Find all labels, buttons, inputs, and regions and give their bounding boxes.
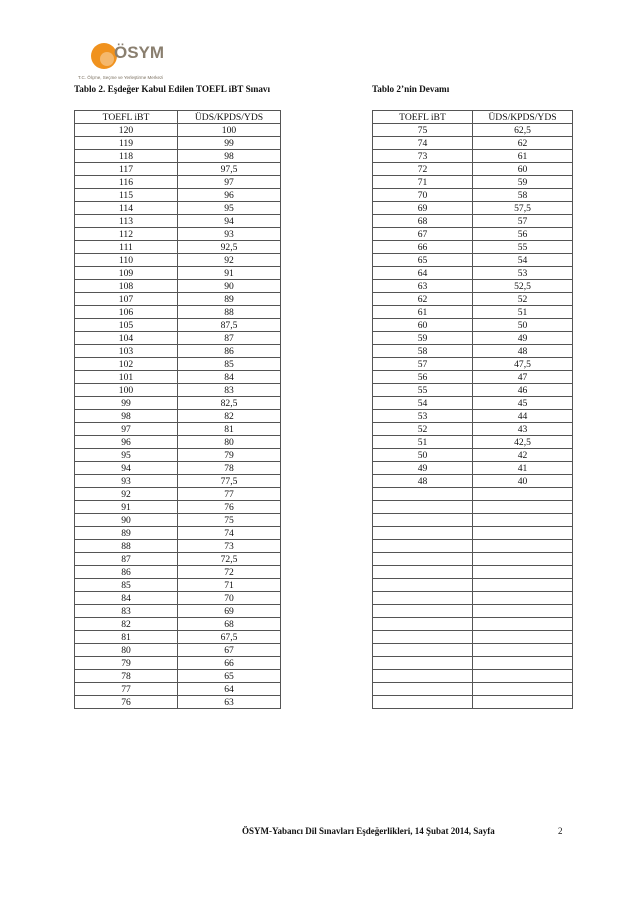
- table-row: [75, 436, 281, 449]
- uds-score-cell: [473, 514, 573, 527]
- toefl-score-cell: 115: [75, 189, 178, 202]
- toefl-score-cell: 112: [75, 228, 178, 241]
- table-row: [373, 527, 573, 540]
- toefl-score-cell: 83: [75, 605, 178, 618]
- toefl-score-cell: 61: [373, 306, 473, 319]
- uds-score-cell: 80: [178, 436, 281, 449]
- uds-score-cell: 72: [178, 566, 281, 579]
- logo-wordmark: ÖSYM: [114, 43, 165, 62]
- table-row: [75, 319, 281, 332]
- uds-score-cell: [473, 670, 573, 683]
- toefl-score-cell: 62: [373, 293, 473, 306]
- uds-score-cell: 48: [473, 345, 573, 358]
- table-row: [75, 540, 281, 553]
- toefl-score-cell: 82: [75, 618, 178, 631]
- table-row: [373, 137, 573, 150]
- toefl-score-cell: 56: [373, 371, 473, 384]
- table-row: [75, 267, 281, 280]
- toefl-score-cell: [373, 527, 473, 540]
- toefl-score-cell: [373, 540, 473, 553]
- uds-score-cell: [473, 644, 573, 657]
- toefl-score-cell: 77: [75, 683, 178, 696]
- table-row: [75, 670, 281, 683]
- uds-score-cell: 77: [178, 488, 281, 501]
- uds-score-cell: [473, 657, 573, 670]
- toefl-score-cell: 110: [75, 254, 178, 267]
- uds-score-cell: 64: [178, 683, 281, 696]
- toefl-score-cell: 93: [75, 475, 178, 488]
- uds-score-cell: 62: [473, 137, 573, 150]
- table-row: [373, 358, 573, 371]
- toefl-score-cell: [373, 605, 473, 618]
- table-row: [75, 241, 281, 254]
- toefl-score-cell: 60: [373, 319, 473, 332]
- table-row: [75, 527, 281, 540]
- toefl-score-cell: 55: [373, 384, 473, 397]
- uds-score-cell: 69: [178, 605, 281, 618]
- toefl-score-cell: [373, 579, 473, 592]
- uds-score-cell: 47,5: [473, 358, 573, 371]
- table-row: [373, 605, 573, 618]
- table-row: [75, 605, 281, 618]
- uds-score-cell: 82: [178, 410, 281, 423]
- logo-tagline: T.C. Ölçme, Seçme ve Yerleştirme Merkezi: [78, 75, 164, 80]
- uds-score-cell: 66: [178, 657, 281, 670]
- table-row: [75, 371, 281, 384]
- uds-score-cell: [473, 488, 573, 501]
- toefl-score-cell: 64: [373, 267, 473, 280]
- toefl-score-cell: 90: [75, 514, 178, 527]
- table-row: [373, 176, 573, 189]
- table-row: [75, 280, 281, 293]
- uds-score-cell: 42: [473, 449, 573, 462]
- uds-score-cell: 83: [178, 384, 281, 397]
- uds-score-cell: [473, 527, 573, 540]
- toefl-score-cell: 103: [75, 345, 178, 358]
- table-row: [75, 410, 281, 423]
- toefl-score-cell: [373, 696, 473, 709]
- table-row: [75, 306, 281, 319]
- page-footer: ÖSYM-Yabancı Dil Sınavları Eşdeğerlikleri, 14 Şubat 2014, Sayfa: [242, 826, 495, 836]
- toefl-score-cell: 91: [75, 501, 178, 514]
- table-row: [75, 475, 281, 488]
- toefl-score-cell: [373, 618, 473, 631]
- uds-score-cell: 60: [473, 163, 573, 176]
- uds-score-cell: 92,5: [178, 241, 281, 254]
- toefl-score-cell: 63: [373, 280, 473, 293]
- toefl-score-cell: [373, 670, 473, 683]
- uds-score-cell: 70: [178, 592, 281, 605]
- table-row: [75, 228, 281, 241]
- uds-score-cell: [473, 683, 573, 696]
- table-row: [373, 501, 573, 514]
- uds-score-cell: 52,5: [473, 280, 573, 293]
- toefl-score-cell: 92: [75, 488, 178, 501]
- uds-score-cell: 73: [178, 540, 281, 553]
- uds-score-cell: [473, 540, 573, 553]
- uds-score-cell: 57: [473, 215, 573, 228]
- uds-score-cell: 59: [473, 176, 573, 189]
- table-row: [373, 150, 573, 163]
- table-row: [373, 215, 573, 228]
- uds-score-cell: 67,5: [178, 631, 281, 644]
- toefl-score-cell: 76: [75, 696, 178, 709]
- uds-score-cell: 97,5: [178, 163, 281, 176]
- uds-score-cell: 95: [178, 202, 281, 215]
- toefl-score-cell: 97: [75, 423, 178, 436]
- uds-score-cell: 68: [178, 618, 281, 631]
- table-row: [75, 462, 281, 475]
- table-row: [373, 410, 573, 423]
- toefl-score-cell: [373, 657, 473, 670]
- table-row: [75, 176, 281, 189]
- uds-score-cell: 52: [473, 293, 573, 306]
- toefl-score-cell: [373, 644, 473, 657]
- uds-score-cell: [473, 605, 573, 618]
- uds-score-cell: 53: [473, 267, 573, 280]
- table-row: [75, 124, 281, 137]
- uds-score-cell: 62,5: [473, 124, 573, 137]
- table-row: [75, 488, 281, 501]
- uds-score-cell: 94: [178, 215, 281, 228]
- toefl-score-cell: [373, 631, 473, 644]
- column-header-uds: ÜDS/KPDS/YDS: [473, 111, 573, 124]
- toefl-score-cell: 75: [373, 124, 473, 137]
- uds-score-cell: 91: [178, 267, 281, 280]
- table-row: [373, 449, 573, 462]
- toefl-score-cell: 111: [75, 241, 178, 254]
- table-row: [373, 631, 573, 644]
- uds-score-cell: [473, 618, 573, 631]
- table-row: [373, 670, 573, 683]
- uds-score-cell: 49: [473, 332, 573, 345]
- toefl-score-cell: 58: [373, 345, 473, 358]
- uds-score-cell: 92: [178, 254, 281, 267]
- table-row: [373, 423, 573, 436]
- table-row: [75, 293, 281, 306]
- toefl-score-cell: 68: [373, 215, 473, 228]
- uds-score-cell: 65: [178, 670, 281, 683]
- table-row: [373, 696, 573, 709]
- uds-score-cell: 89: [178, 293, 281, 306]
- table-row: [75, 644, 281, 657]
- table-row: [373, 228, 573, 241]
- table-row: [373, 618, 573, 631]
- table-row: [373, 657, 573, 670]
- uds-score-cell: [473, 566, 573, 579]
- toefl-score-cell: 87: [75, 553, 178, 566]
- uds-score-cell: 99: [178, 137, 281, 150]
- uds-score-cell: 96: [178, 189, 281, 202]
- uds-score-cell: 45: [473, 397, 573, 410]
- toefl-score-cell: 105: [75, 319, 178, 332]
- toefl-score-cell: 108: [75, 280, 178, 293]
- uds-score-cell: 75: [178, 514, 281, 527]
- uds-score-cell: 67: [178, 644, 281, 657]
- table-row: [373, 553, 573, 566]
- uds-score-cell: 63: [178, 696, 281, 709]
- uds-score-cell: 87,5: [178, 319, 281, 332]
- uds-score-cell: 81: [178, 423, 281, 436]
- toefl-score-cell: 81: [75, 631, 178, 644]
- toefl-score-cell: 74: [373, 137, 473, 150]
- left-conversion-table: [74, 110, 281, 709]
- toefl-score-cell: [373, 566, 473, 579]
- uds-score-cell: 88: [178, 306, 281, 319]
- uds-score-cell: 56: [473, 228, 573, 241]
- toefl-score-cell: 113: [75, 215, 178, 228]
- uds-score-cell: 87: [178, 332, 281, 345]
- column-header-uds: ÜDS/KPDS/YDS: [178, 111, 281, 124]
- toefl-score-cell: 73: [373, 150, 473, 163]
- toefl-score-cell: 72: [373, 163, 473, 176]
- table-row: [373, 488, 573, 501]
- toefl-score-cell: 49: [373, 462, 473, 475]
- table-row: [75, 397, 281, 410]
- toefl-score-cell: 52: [373, 423, 473, 436]
- toefl-score-cell: 85: [75, 579, 178, 592]
- table-row: [373, 124, 573, 137]
- table-row: [373, 683, 573, 696]
- left-table-caption: Tablo 2. Eşdeğer Kabul Edilen TOEFL iBT Sınavı: [74, 84, 271, 94]
- uds-score-cell: 71: [178, 579, 281, 592]
- toefl-score-cell: 95: [75, 449, 178, 462]
- uds-score-cell: 78: [178, 462, 281, 475]
- toefl-score-cell: 79: [75, 657, 178, 670]
- toefl-score-cell: 84: [75, 592, 178, 605]
- uds-score-cell: 72,5: [178, 553, 281, 566]
- uds-score-cell: 57,5: [473, 202, 573, 215]
- uds-score-cell: [473, 501, 573, 514]
- table-row: [373, 475, 573, 488]
- table-row: [373, 514, 573, 527]
- uds-score-cell: 77,5: [178, 475, 281, 488]
- uds-score-cell: 40: [473, 475, 573, 488]
- logo-orange-circle-inner: [100, 52, 114, 66]
- table-row: [373, 254, 573, 267]
- toefl-score-cell: 118: [75, 150, 178, 163]
- uds-score-cell: [473, 631, 573, 644]
- uds-score-cell: 79: [178, 449, 281, 462]
- table-row: [373, 579, 573, 592]
- toefl-score-cell: 86: [75, 566, 178, 579]
- toefl-score-cell: 102: [75, 358, 178, 371]
- table-row: [373, 267, 573, 280]
- toefl-score-cell: 104: [75, 332, 178, 345]
- uds-score-cell: 74: [178, 527, 281, 540]
- table-row: [75, 423, 281, 436]
- toefl-score-cell: 70: [373, 189, 473, 202]
- table-row: [75, 332, 281, 345]
- toefl-score-cell: 94: [75, 462, 178, 475]
- toefl-score-cell: 53: [373, 410, 473, 423]
- toefl-score-cell: [373, 553, 473, 566]
- table-row: [75, 163, 281, 176]
- table-row: [75, 254, 281, 267]
- table-row: [75, 657, 281, 670]
- uds-score-cell: 97: [178, 176, 281, 189]
- table-row: [75, 514, 281, 527]
- table-row: [75, 202, 281, 215]
- table-row: [75, 683, 281, 696]
- uds-score-cell: [473, 579, 573, 592]
- uds-score-cell: [473, 696, 573, 709]
- uds-score-cell: 82,5: [178, 397, 281, 410]
- toefl-score-cell: 109: [75, 267, 178, 280]
- toefl-score-cell: 117: [75, 163, 178, 176]
- table-row: [373, 293, 573, 306]
- toefl-score-cell: 54: [373, 397, 473, 410]
- uds-score-cell: 86: [178, 345, 281, 358]
- uds-score-cell: 46: [473, 384, 573, 397]
- toefl-score-cell: 114: [75, 202, 178, 215]
- toefl-score-cell: 107: [75, 293, 178, 306]
- toefl-score-cell: [373, 514, 473, 527]
- uds-score-cell: 76: [178, 501, 281, 514]
- toefl-score-cell: 101: [75, 371, 178, 384]
- table-row: [75, 618, 281, 631]
- uds-score-cell: [473, 553, 573, 566]
- table-row: [75, 631, 281, 644]
- table-row: [373, 202, 573, 215]
- toefl-score-cell: 88: [75, 540, 178, 553]
- toefl-score-cell: 51: [373, 436, 473, 449]
- uds-score-cell: 44: [473, 410, 573, 423]
- table-row: [373, 566, 573, 579]
- toefl-score-cell: [373, 501, 473, 514]
- table-row: [75, 501, 281, 514]
- table-row: [373, 397, 573, 410]
- table-row: [373, 163, 573, 176]
- table-row: [373, 319, 573, 332]
- uds-score-cell: 47: [473, 371, 573, 384]
- uds-score-cell: 98: [178, 150, 281, 163]
- toefl-score-cell: 96: [75, 436, 178, 449]
- table-row: [75, 137, 281, 150]
- table-row: [75, 358, 281, 371]
- toefl-score-cell: 100: [75, 384, 178, 397]
- toefl-score-cell: 50: [373, 449, 473, 462]
- uds-score-cell: 42,5: [473, 436, 573, 449]
- table-row: [75, 345, 281, 358]
- toefl-score-cell: 89: [75, 527, 178, 540]
- uds-score-cell: 58: [473, 189, 573, 202]
- toefl-score-cell: 120: [75, 124, 178, 137]
- uds-score-cell: 50: [473, 319, 573, 332]
- table-row: [75, 696, 281, 709]
- toefl-score-cell: 57: [373, 358, 473, 371]
- toefl-score-cell: [373, 683, 473, 696]
- table-row: [75, 449, 281, 462]
- toefl-score-cell: [373, 488, 473, 501]
- table-row: [373, 540, 573, 553]
- right-table-caption: Tablo 2’nin Devamı: [372, 84, 450, 94]
- table-row: [75, 150, 281, 163]
- table-row: [75, 566, 281, 579]
- table-row: [75, 579, 281, 592]
- uds-score-cell: 61: [473, 150, 573, 163]
- table-row: [373, 384, 573, 397]
- toefl-score-cell: 99: [75, 397, 178, 410]
- toefl-score-cell: 78: [75, 670, 178, 683]
- table-row: [75, 592, 281, 605]
- toefl-score-cell: 80: [75, 644, 178, 657]
- toefl-score-cell: 48: [373, 475, 473, 488]
- toefl-score-cell: [373, 592, 473, 605]
- toefl-score-cell: 65: [373, 254, 473, 267]
- page-number: 2: [558, 826, 563, 836]
- toefl-score-cell: 119: [75, 137, 178, 150]
- uds-score-cell: 41: [473, 462, 573, 475]
- table-header-row: [373, 111, 573, 124]
- table-row: [373, 644, 573, 657]
- uds-score-cell: 54: [473, 254, 573, 267]
- uds-score-cell: 100: [178, 124, 281, 137]
- table-row: [373, 280, 573, 293]
- uds-score-cell: 85: [178, 358, 281, 371]
- uds-score-cell: [473, 592, 573, 605]
- table-row: [373, 462, 573, 475]
- uds-score-cell: 55: [473, 241, 573, 254]
- table-row: [75, 215, 281, 228]
- table-row: [373, 345, 573, 358]
- toefl-score-cell: 67: [373, 228, 473, 241]
- table-row: [75, 553, 281, 566]
- uds-score-cell: 84: [178, 371, 281, 384]
- toefl-score-cell: 71: [373, 176, 473, 189]
- table-row: [373, 371, 573, 384]
- table-row: [373, 189, 573, 202]
- toefl-score-cell: 106: [75, 306, 178, 319]
- table-row: [373, 306, 573, 319]
- column-header-toefl: TOEFL iBT: [75, 111, 178, 124]
- column-header-toefl: TOEFL iBT: [373, 111, 473, 124]
- right-conversion-table: [372, 110, 573, 709]
- toefl-score-cell: 98: [75, 410, 178, 423]
- toefl-score-cell: 116: [75, 176, 178, 189]
- toefl-score-cell: 66: [373, 241, 473, 254]
- uds-score-cell: 93: [178, 228, 281, 241]
- table-row: [373, 241, 573, 254]
- table-row: [75, 189, 281, 202]
- uds-score-cell: 90: [178, 280, 281, 293]
- uds-score-cell: 43: [473, 423, 573, 436]
- table-row: [373, 436, 573, 449]
- table-header-row: [75, 111, 281, 124]
- table-row: [75, 384, 281, 397]
- toefl-score-cell: 69: [373, 202, 473, 215]
- table-row: [373, 332, 573, 345]
- table-row: [373, 592, 573, 605]
- toefl-score-cell: 59: [373, 332, 473, 345]
- uds-score-cell: 51: [473, 306, 573, 319]
